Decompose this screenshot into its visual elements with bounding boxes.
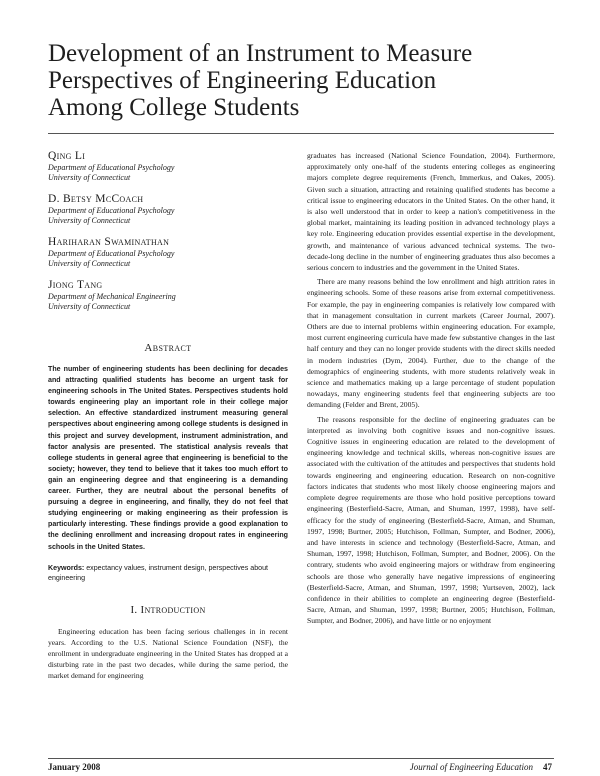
- body-paragraph: The reasons responsible for the decline of engineering graduates can be interpreted as involving both cognitive issues and non-cognitive issues. Cognitive issues in engineering education are related to the development of engineering knowledge and technical skills, whereas non-cognitive issues are associated with the cultivation of the attitudes and perspectives that students hold towards engineering and engineering education. Research on non-cognitive factors indicates that students who most likely choose engineering majors and complete degree requirements are those who hold positive perceptions toward engineering (Besterfield-Sacre, Atman, and Shuman, 1997, 1998), have self-efficacy for the study of engineering (Besterfield-Sacre, Atman, and Shuman, 1997, 1998; Burtner, 2005; Hutchison, Follman, Sumpter, and Bodner, 2006), and have interests in science and technology (Besterfield-Sacre, Atman, and Shuman, 1997, 1998; Hutchison, Follman, Sumpter, and Bodner, 2006). On the contrary, students who avoid engineering majors or withdraw from engineering schools are those who generally have negative impressions of engineering (Besterfield-Sacre, Atman, and Shuman, 1997, 1998; Yurtseven, 2002), lack confidence in their abilities to complete an engineering degree (Besterfield-Sacre, Atman, and Shuman, 1997, 1998; Burtner, 2005; Hutchison, Follman, Sumpter, and Bodner, 2006), and have little or no enjoyment: [307, 414, 555, 626]
- keywords-label: Keywords:: [48, 563, 85, 572]
- title-divider: [48, 133, 554, 134]
- author-department: Department of Educational Psychology: [48, 249, 175, 258]
- author-block: [48, 193, 288, 226]
- intro-paragraph: Engineering education has been facing serious challenges in in recent years. According to the U.S. National Science Foundation (NSF), the enrollment in undergraduate engineering in the United States has dropped at a disturbing rate in the past two decades, while during the same period, the market demand for engineering: [48, 626, 288, 681]
- author-block: [48, 236, 288, 269]
- author-name: Qing Li: [48, 150, 86, 162]
- title-line-2: Perspectives of Engineering Education: [48, 67, 437, 94]
- right-column: [307, 150, 555, 627]
- keywords-text: expectancy values, instrument design, perspectives about engineering: [48, 563, 269, 583]
- body-paragraph: There are many reasons behind the low enrollment and high attrition rates in engineering schools. Some of these reasons arise from external competitiveness. For example, the pay in engineering companies is relatively low compared with that in management consultation in current markets (Career Journal, 2007). Others are due to internal problems within engineering education. For example, most current engineering curricula have made few substantive changes in the last half century and they can no longer provide students with the direct skills needed in modern industries (Dym, 2004). Further, due to the change of the demographics of engineering students, with more students relatively weak in science and mathematics making up a large percentage of student population nowadays, many engineering students feel that engineering subjects are too demanding (Felder and Brent, 2005).: [307, 277, 555, 410]
- author-department: Department of Educational Psychology: [48, 206, 175, 215]
- keywords: [48, 563, 288, 584]
- left-column: [48, 150, 288, 682]
- author-name: Hariharan Swaminathan: [48, 236, 170, 248]
- author-name: Jiong Tang: [48, 279, 103, 291]
- author-university: University of Connecticut: [48, 173, 131, 182]
- author-department: Department of Mechanical Engineering: [48, 292, 176, 301]
- author-block: [48, 279, 288, 312]
- author-block: [48, 150, 288, 183]
- author-university: University of Connecticut: [48, 259, 131, 268]
- body-paragraph: graduates has increased (National Science Foundation, 2004). Furthermore, approximately only one-half of the students entering colleges as engineering majors complete degree requirements (French, Immerkus, and Oakes, 2005). Given such a situation, attracting and retaining qualified students has become a critical issue to engineering educators in the United States. On the other hand, it is also well understood that in order to keep a nation's competitiveness in the global market, maintaining its leading position in advanced technology plays a key role. Engineering education provides essential expertise in the development, growth, and maintenance of various advanced technical systems. The two-decade-long decline in the number of engineering graduates thus also becomes a serious concern to industries and the government in the United States.: [307, 151, 555, 273]
- journal-name: Journal of Engineering Education: [409, 762, 533, 772]
- abstract-heading: Abstract: [144, 342, 192, 354]
- article-title: [48, 40, 568, 121]
- author-department: Department of Educational Psychology: [48, 163, 175, 172]
- abstract-text: The number of engineering students has been declining for decades and attracting qualified students has become an urgent task for engineering schools in The United States. Perspectives students hold towards engineering play an important role in their college major selection. An effective standardized instrument measuring general perspectives about engineering among college students is designed in this project and survey development, instrument administration, and factor analysis are presented. The statistical analysis reveals that college students in general agree that engineering is beneficial to the society; however, they tend to believe that it takes too much effort to gain an engineering degree and that engineering is a demanding career. Further, they are neutral about the personal benefits of pursuing a degree in engineering, and finally, they do not feel that studying engineering or making engineering as their profession is particularly interesting. These findings provide a good explanation to the declining enrollment and increasing dropout rates in engineering schools in the United States.: [48, 365, 288, 551]
- running-footer: [410, 762, 552, 772]
- author-university: University of Connecticut: [48, 216, 131, 225]
- page-number: 47: [543, 762, 552, 772]
- author-name: D. Betsy McCoach: [48, 193, 144, 205]
- issue-date: January 2008: [48, 762, 101, 772]
- footer-divider: [48, 758, 554, 759]
- author-university: University of Connecticut: [48, 302, 131, 311]
- title-line-3: Among College Students: [48, 94, 300, 121]
- title-line-1: Development of an Instrument to Measure: [48, 40, 473, 67]
- section-heading-introduction: I. Introduction: [130, 603, 206, 616]
